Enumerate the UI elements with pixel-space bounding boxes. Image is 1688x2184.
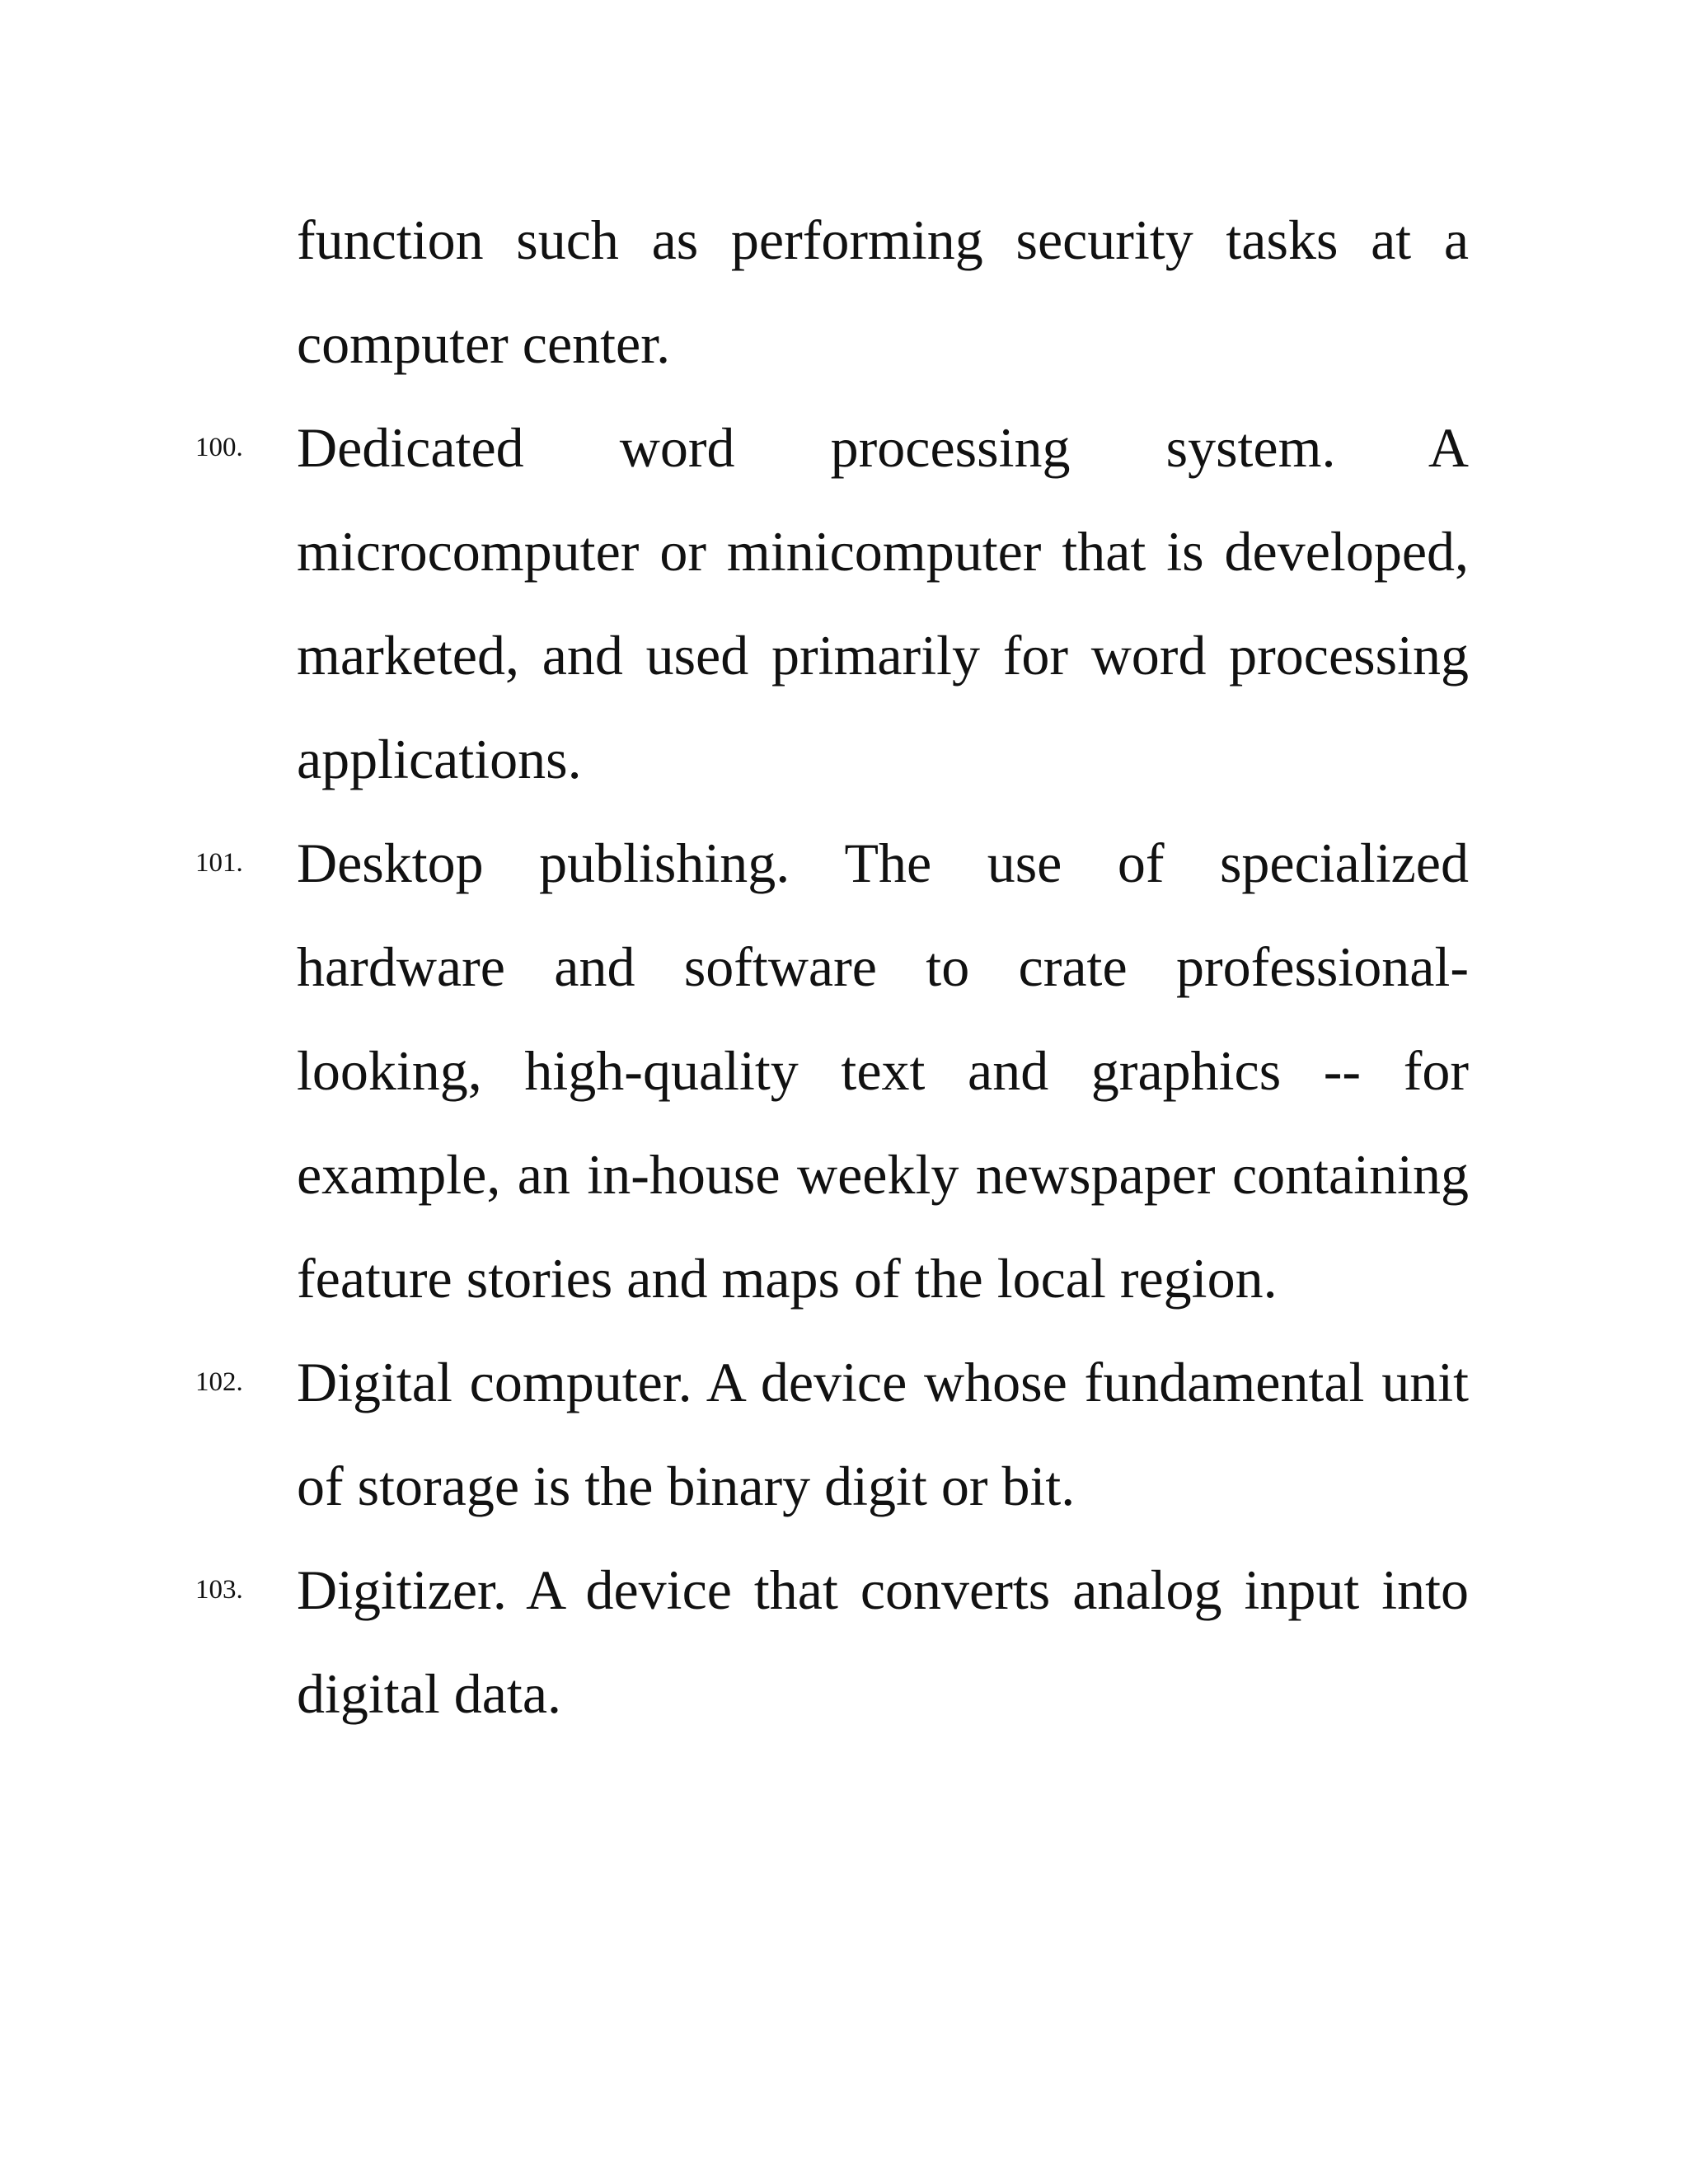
glossary-entry-continued — [297, 188, 1469, 396]
entry-number: 102. — [195, 1367, 243, 1397]
entry-number: 103. — [195, 1575, 243, 1605]
entry-text: Dedicated word processing system. A microcomputer or minicomputer that is developed, marketed, and used primarily for word processing applications. — [297, 416, 1469, 790]
entry-text: Digital computer. A device whose fundamental unit of storage is the binary digit or bit. — [297, 1351, 1469, 1517]
glossary-entry-100 — [195, 396, 1469, 811]
entry-number: 100. — [195, 433, 243, 462]
glossary-entry-102 — [195, 1330, 1469, 1538]
entry-text: Desktop publishing. The use of specialized hardware and software to crate professional-looking, high-quality text and graphics -- for example, an in-house weekly newspaper containing feature stories and maps of the local region. — [297, 832, 1469, 1310]
entry-text: function such as performing security tasks at a computer center. — [297, 209, 1469, 375]
entry-text: Digitizer. A device that converts analog input into digital data. — [297, 1558, 1469, 1725]
glossary-text — [195, 188, 1469, 1746]
glossary-entry-101 — [195, 811, 1469, 1330]
entry-number: 101. — [195, 848, 243, 878]
glossary-entry-103 — [195, 1538, 1469, 1746]
